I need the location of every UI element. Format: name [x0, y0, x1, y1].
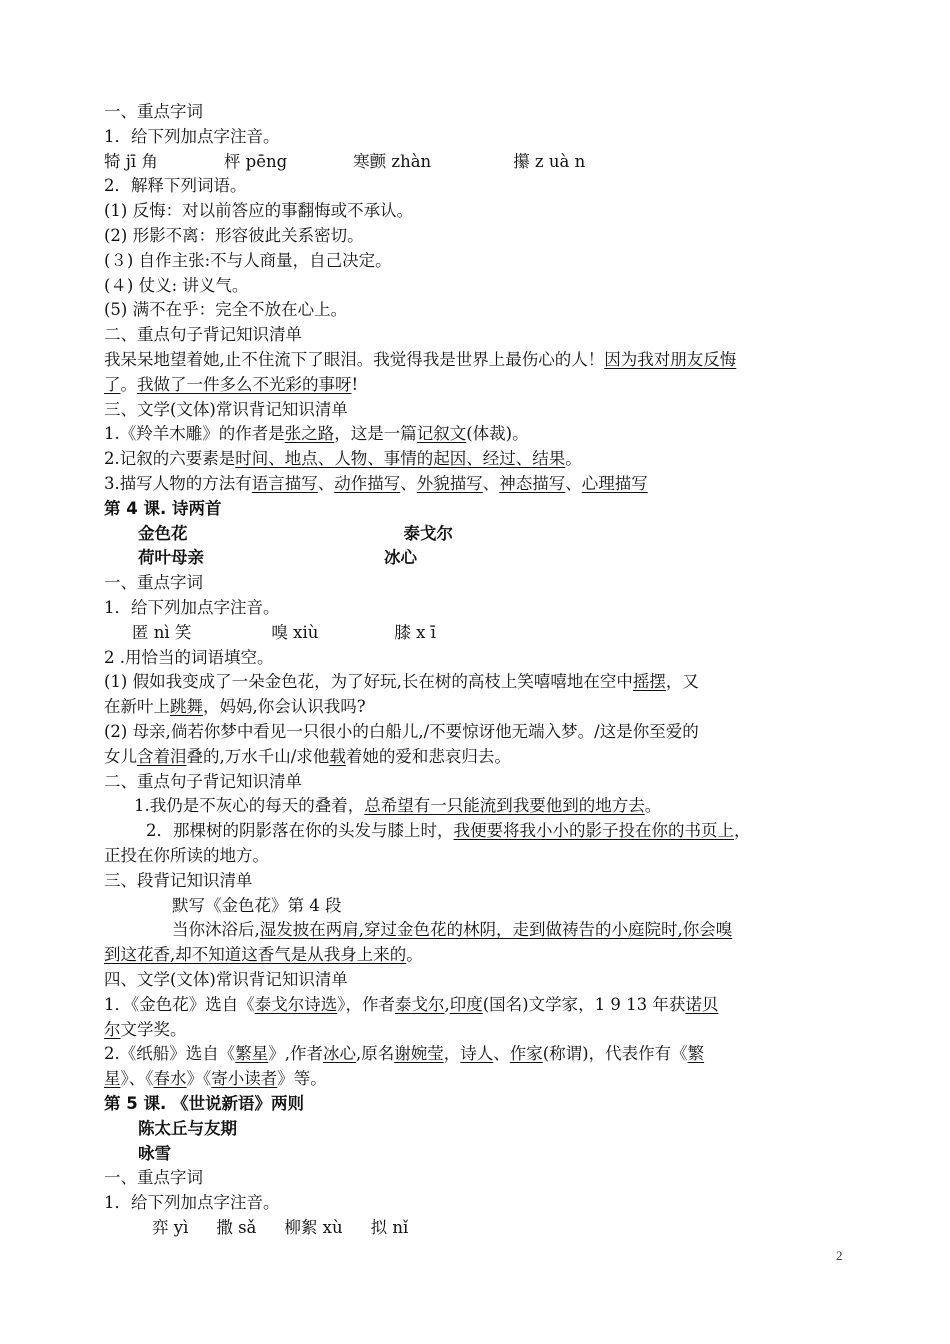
text-segment: 正投在你所读的地方。 [104, 846, 269, 865]
text-line [104, 224, 846, 248]
text-segment: 文学奖。 [120, 1019, 187, 1039]
text-segment: 当你沐浴后, [172, 920, 260, 940]
text-line [104, 422, 846, 446]
text-segment: ! [351, 374, 359, 394]
text-line [138, 1142, 846, 1166]
text-segment: 第 4 课. 诗两首 [104, 498, 222, 518]
text-line [104, 1042, 846, 1066]
text-segment: 寒颤 zhàn [353, 151, 432, 171]
text-segment: 。 [120, 374, 137, 394]
text-segment: 。 [406, 945, 423, 965]
text-segment: 、 [565, 474, 582, 493]
text-segment: (2) 形影不离：形容彼此关系密切。 [104, 226, 364, 245]
text-line [104, 150, 846, 174]
text-segment: 1.我仍是不灰心的每天的叠着， [134, 796, 365, 816]
text-segment: 、 [317, 474, 335, 493]
text-segment: 、 [482, 474, 500, 493]
text-line [104, 1092, 846, 1116]
text-segment: 二、重点句子背记知识清单 [104, 771, 302, 791]
text-segment: 》等。 [277, 1069, 327, 1089]
text-segment: 冰心 [384, 548, 417, 568]
text-segment: 3.描写人物的方法有 [104, 474, 252, 493]
text-segment: (称谓)，代表作有《 [542, 1044, 688, 1064]
text-line [134, 794, 846, 818]
underlined-answer: 神态描写 [499, 474, 566, 493]
text-segment: 1．给下列加点字注音。 [104, 598, 280, 617]
underlined-answer: 冰心 [323, 1044, 356, 1064]
text-segment: 咏雪 [138, 1143, 171, 1163]
underlined-answer: 载 [329, 746, 346, 766]
text-segment: 1．给下列加点字注音。 [104, 1193, 280, 1213]
text-segment: 在新叶上 [104, 697, 170, 717]
underlined-answer: 到这花香,却不知道这香气是从我身上来的 [104, 945, 407, 965]
text-line [104, 670, 846, 694]
text-line [138, 522, 846, 546]
text-segment: 柳絮 xù [284, 1218, 343, 1237]
text-segment: 拟 nǐ [370, 1218, 409, 1237]
text-line [104, 968, 846, 992]
text-segment: 女儿 [104, 746, 137, 766]
text-segment: 陈太丘与友期 [138, 1118, 237, 1138]
underlined-answer: 泰戈尔诗选 [254, 994, 338, 1014]
text-line [104, 323, 846, 347]
text-segment: 一、重点字词 [104, 573, 203, 593]
text-segment: 2．解释下列词语。 [104, 176, 247, 196]
underlined-answer: 张之路 [284, 424, 335, 444]
text-segment: ，又 [665, 672, 699, 692]
text-segment: 。 [565, 449, 582, 469]
text-segment: (体裁)。 [466, 424, 529, 444]
text-line [104, 1166, 846, 1190]
underlined-answer: 印度 [449, 994, 483, 1014]
underlined-answer: 记叙文 [416, 424, 467, 444]
text-segment: (４) 仗义: 讲义气。 [104, 275, 249, 295]
text-segment: 2.记叙的六要素是 [104, 449, 236, 469]
underlined-answer: 总希望有一只能流到我要他到的地方去 [364, 796, 645, 816]
text-segment: ,原名 [356, 1044, 395, 1064]
underlined-answer: 时间、地点、人物、事情的起因、经过、结果 [235, 449, 566, 469]
text-segment: 》，作者 [337, 994, 395, 1014]
text-line [172, 918, 846, 942]
underlined-answer: 泰戈尔 [395, 994, 445, 1014]
text-segment: 默写《金色花》第 4 段 [172, 895, 342, 915]
text-line [104, 249, 846, 273]
text-segment: (３) 自作主张:不与人商量，自己决定。 [104, 250, 392, 270]
text-line [104, 869, 846, 893]
underlined-answer: 繁 [687, 1044, 705, 1064]
underlined-answer: 摇摆 [632, 672, 666, 692]
text-line [104, 174, 846, 198]
text-segment: ，妈妈,你会认识我吗? [203, 697, 366, 717]
text-line [104, 844, 846, 868]
underlined-answer: 外貌描写 [416, 474, 483, 493]
text-line [104, 745, 846, 769]
text-segment: 。 [644, 796, 662, 816]
text-segment: 着她的爱和悲哀归去。 [345, 746, 511, 766]
underlined-answer: 动作描写 [334, 474, 401, 493]
text-segment: 匿 nì 笑 [132, 622, 192, 642]
text-segment: 1．给下列加点字注音。 [104, 126, 280, 146]
text-line [104, 993, 846, 1017]
text-segment: 叠的,万水千山/求他 [186, 746, 330, 766]
text-line [104, 274, 846, 298]
text-line [104, 943, 846, 967]
text-line [104, 497, 846, 521]
text-line [104, 770, 846, 794]
text-line [104, 100, 846, 124]
underlined-answer: 我便要将我小小的影子投在你的书页上 [453, 821, 734, 841]
text-segment: (1) 假如我变成了一朵金色花，为了好玩,长在树的高枝上笑嘻嘻地在空中 [104, 672, 633, 692]
text-line [104, 695, 846, 719]
text-segment: 金色花 [138, 523, 188, 543]
underlined-answer: 我做了一件多么不光彩的事呀 [137, 374, 352, 394]
text-line [104, 1067, 846, 1091]
text-segment: ， [443, 1044, 461, 1064]
text-line [104, 571, 846, 595]
text-segment: 三、段背记知识清单 [104, 870, 253, 890]
text-segment: 荷叶母亲 [138, 548, 204, 568]
underlined-answer: 了 [104, 374, 121, 394]
text-segment: 2 .用恰当的词语填空。 [104, 647, 274, 667]
text-segment: 》《 [186, 1069, 212, 1089]
text-segment: 攥 z uà n [513, 151, 586, 171]
text-line [132, 621, 846, 645]
text-segment: 、 [493, 1044, 510, 1064]
underlined-answer: 湿发披在两肩,穿过金色花的林阴，走到做祷告的小庭院时,你会嗅 [259, 920, 733, 940]
text-segment: 》,作者 [268, 1044, 323, 1064]
text-segment: ， [734, 821, 751, 841]
text-segment: 三、文学(文体)常识背记知识清单 [104, 399, 348, 419]
text-segment: 四、文学(文体)常识背记知识清单 [104, 970, 348, 989]
underlined-answer: 繁星 [235, 1044, 269, 1064]
underlined-answer: 因为我对朋友反悔 [604, 350, 737, 369]
text-segment: 犄 jī 角 [104, 151, 158, 171]
underlined-answer: 心理描写 [581, 474, 648, 493]
text-segment: (1) 反悔：对以前答应的事翻悔或不承认。 [104, 201, 414, 221]
text-line [104, 1191, 846, 1215]
text-line [104, 373, 846, 397]
text-line [172, 894, 846, 918]
underlined-answer: 谢婉莹 [394, 1044, 444, 1064]
underlined-answer: 作家 [509, 1044, 543, 1064]
text-segment: 撒 sǎ [216, 1218, 257, 1237]
text-line [104, 720, 846, 744]
text-line [104, 596, 846, 620]
text-line [104, 348, 846, 372]
text-segment: 1．《金色花》选自《 [104, 994, 255, 1014]
text-line [152, 1216, 846, 1240]
text-segment: 枰 pēng [223, 151, 288, 171]
text-line [146, 819, 846, 843]
underlined-answer: 跳舞 [170, 697, 203, 717]
text-line [104, 199, 846, 223]
underlined-answer: 星 [104, 1069, 121, 1089]
underlined-answer: 含着泪 [137, 746, 187, 766]
text-line [104, 447, 846, 471]
text-segment: 1.《羚羊木雕》的作者是 [104, 424, 285, 444]
text-segment: , [444, 994, 450, 1014]
text-segment: 一、重点字词 [104, 1168, 203, 1188]
text-line [104, 125, 846, 149]
text-segment: ，这是一篇 [334, 424, 417, 444]
text-segment: 我呆呆地望着她,止不住流下了眼泪。我觉得我是世界上最伤心的人！ [104, 350, 605, 369]
text-segment: (2) 母亲,倘若你梦中看见一只很小的白船儿,/不要惊讶他无端入梦。/这是你至爱的 [104, 722, 699, 741]
text-segment: 第 5 课. 《世说新语》两则 [104, 1094, 304, 1113]
text-segment: (5) 满不在乎：完全不放在心上。 [104, 300, 348, 320]
underlined-answer: 寄小读者 [211, 1069, 278, 1089]
text-segment: 一、重点字词 [104, 102, 203, 121]
text-line [104, 472, 846, 496]
underlined-answer: 语言描写 [251, 474, 318, 493]
text-segment: 、 [400, 474, 417, 493]
text-segment: 泰戈尔 [403, 523, 453, 543]
page-number: 2 [836, 1248, 843, 1263]
underlined-answer: 春水 [153, 1069, 187, 1089]
text-line [138, 1117, 846, 1141]
text-line [104, 1018, 846, 1042]
text-segment: 2.《纸船》选自《 [104, 1044, 236, 1064]
text-segment: 二、重点句子背记知识清单 [104, 325, 302, 345]
text-segment: (国名)文学家，1 9 13 年获 [482, 994, 686, 1014]
underlined-answer: 尔 [104, 1019, 121, 1039]
underlined-answer: 诗人 [460, 1044, 494, 1064]
text-segment: 弈 yì [152, 1218, 189, 1237]
text-line [104, 298, 846, 322]
text-segment: 膝 x ī [394, 622, 436, 642]
underlined-answer: 诺贝 [685, 994, 719, 1014]
text-line [104, 398, 846, 422]
text-segment: 》、《 [120, 1069, 154, 1089]
text-line [104, 646, 846, 670]
text-segment: 2．那棵树的阴影落在你的头发与膝上时， [146, 821, 454, 841]
text-line [138, 546, 846, 570]
text-segment: 嗅 xiù [271, 622, 319, 642]
